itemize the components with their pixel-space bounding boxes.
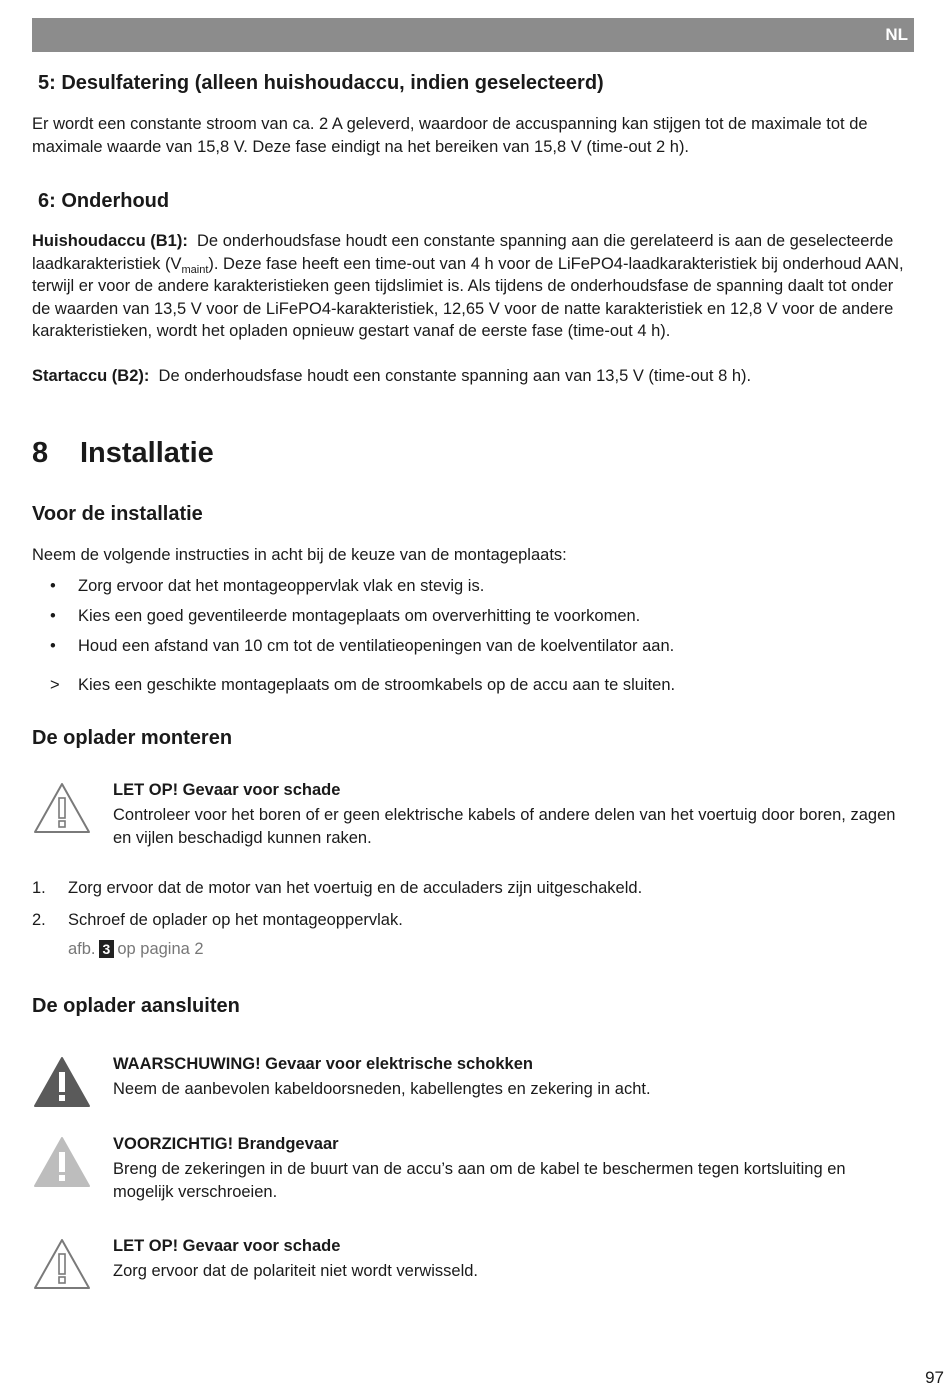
notice-body: Zorg ervoor dat de polariteit niet wordt verwisseld.	[113, 1262, 478, 1280]
chapter-heading	[32, 437, 214, 470]
bullet-mark: •	[50, 577, 56, 595]
voor-installatie-intro: Neem de volgende instructies in acht bij de keuze van de montageplaats:	[32, 546, 567, 564]
chapter-title: Installatie	[80, 437, 214, 469]
list-item-text: Houd een afstand van 10 cm tot de ventilatieopeningen van de koelventilator aan.	[78, 637, 675, 655]
section-6-b1-paragraph	[32, 230, 907, 343]
step-text: Schroef de oplader op het montageoppervlak.	[68, 911, 403, 929]
notice-title: WAARSCHUWING! Gevaar voor elektrische schokken	[113, 1055, 533, 1073]
figure-ref-suffix: op pagina 2	[117, 940, 204, 958]
action-mark: >	[50, 676, 60, 694]
list-item-text: Kies een goed geventileerde montageplaats om oververhitting te voorkomen.	[78, 607, 641, 625]
notice-caution-damage	[32, 781, 912, 847]
b1-subscript: maint	[181, 263, 209, 276]
notice-title: LET OP! Gevaar voor schade	[113, 1237, 341, 1255]
warning-triangle-icon	[32, 1055, 92, 1109]
notice-title: VOORZICHTIG! Brandgevaar	[113, 1135, 339, 1153]
warning-triangle-icon	[32, 781, 92, 835]
step-item	[32, 877, 642, 899]
section-5-body: Er wordt een constante stroom van ca. 2 A geleverd, waardoor de accuspanning kan stijgen tot de maximale tot de maximale waarde van 15,8 V. Deze fase eindigt na het bereiken van 15,8 V (time-out 2 h).	[32, 115, 868, 156]
warning-triangle-icon	[32, 1237, 92, 1291]
list-item	[50, 575, 484, 597]
language-label: NL	[885, 25, 908, 44]
notice-body: Breng de zekeringen in de buurt van de accu’s aan om de kabel te beschermen tegen kortsluiting en mogelijk verschroeien.	[113, 1160, 846, 1201]
b2-label: Startaccu (B2):	[32, 367, 150, 385]
section-5-heading: 5: Desulfatering (alleen huishoudaccu, indien geselecteerd)	[38, 72, 604, 94]
notice-body: Controleer voor het boren of er geen elektrische kabels of andere delen van het voertuig door boren, zagen en vijlen beschadigd kunnen raken.	[113, 806, 896, 847]
bullet-mark: •	[50, 637, 56, 655]
figure-number-badge: 3	[99, 940, 115, 958]
section-6-b2-paragraph	[32, 365, 907, 388]
list-item-text: Zorg ervoor dat het montageoppervlak vlak en stevig is.	[78, 577, 485, 595]
b2-text: De onderhoudsfase houdt een constante spanning aan van 13,5 V (time-out 8 h).	[158, 367, 752, 385]
b1-text-after: ). Deze fase heeft een time-out van 4 h voor de LiFePO4-laadkarakteristiek bij onderhoud AAN, terwijl er voor de andere karakteristieken geen tijdslimiet is. Als tijdens de onderhoudsfase de spanning daalt tot onder de waarden van 13,5 V voor de LiFePO4-karakteristiek, 12,65 V voor de natte karakteristiek en 12,8 V voor de andere karakteristieken, wordt het opladen opnieuw gestart vanaf de eerste fase (time-out 4 h).	[32, 254, 904, 340]
action-text: Kies een geschikte montageplaats om de stroomkabels op de accu aan te sluiten.	[78, 676, 676, 694]
bullet-mark: •	[50, 607, 56, 625]
figure-ref-prefix: afb.	[68, 940, 96, 958]
step-text: Zorg ervoor dat de motor van het voertuig en de acculaders zijn uitgeschakeld.	[68, 879, 643, 897]
notice-title: LET OP! Gevaar voor schade	[113, 781, 341, 799]
notice-warning-shock	[32, 1055, 912, 1107]
warning-triangle-icon	[32, 1135, 92, 1189]
list-item	[50, 635, 674, 657]
action-item	[50, 674, 675, 696]
step-number: 2.	[32, 911, 46, 929]
step-item	[32, 909, 403, 931]
list-item	[50, 605, 640, 627]
notice-caution-polarity	[32, 1237, 912, 1289]
notice-caution-fire	[32, 1135, 912, 1201]
monteren-heading: De oplader monteren	[32, 727, 233, 749]
figure-reference[interactable]	[68, 940, 204, 959]
notice-body: Neem de aanbevolen kabeldoorsneden, kabellengtes en zekering in acht.	[113, 1080, 651, 1098]
voor-installatie-heading: Voor de installatie	[32, 503, 203, 525]
section-6-heading: 6: Onderhoud	[38, 190, 170, 212]
step-number: 1.	[32, 879, 46, 897]
header-bar	[32, 18, 914, 52]
chapter-number: 8	[32, 437, 49, 469]
page-number: 97	[925, 1368, 944, 1387]
aansluiten-heading: De oplader aansluiten	[32, 995, 240, 1017]
b1-text-before: De onderhoudsfase houdt een constante spanning aan die gerelateerd is aan de geselecteerde laadkarakteristiek (V	[32, 232, 894, 273]
b1-label: Huishoudaccu (B1):	[32, 232, 188, 250]
